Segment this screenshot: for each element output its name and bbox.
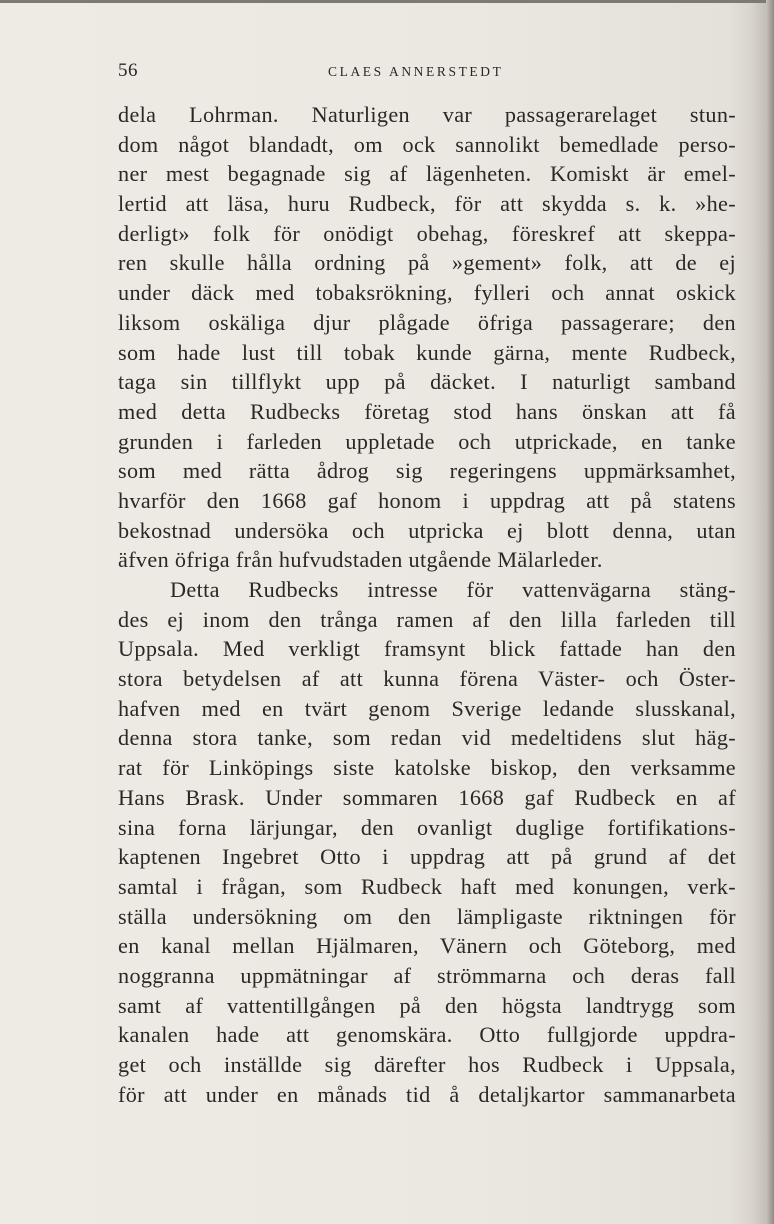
text-line: en kanal mellan Hjälmaren, Vänern och Göteborg, med [118, 933, 736, 959]
text-line: stora betydelsen af att kunna förena Väster- och Öster- [118, 666, 736, 692]
text-line: derligt» folk för onödigt obehag, föreskref att skeppa- [118, 220, 736, 246]
text-line: ren skulle hålla ordning på »gement» folk, att de ej [118, 250, 736, 276]
text-line: taga sin tillflykt upp på däcket. I naturligt samband [118, 369, 736, 395]
text-line: ner mest begagnade sig af lägenheten. Komiskt är emel- [118, 161, 736, 187]
text-line: des ej inom den trånga ramen af den lilla farleden till [118, 606, 736, 632]
text-line: som hade lust till tobak kunde gärna, mente Rudbeck, [118, 339, 736, 365]
text-line: hvarför den 1668 gaf honom i uppdrag att på statens [118, 487, 736, 513]
page-number: 56 [118, 60, 138, 81]
text-line: kaptenen Ingebret Otto i uppdrag att på grund af det [118, 844, 736, 870]
text-line: grunden i farleden uppletade och utprickade, en tanke [118, 428, 736, 454]
text-line: dela Lohrman. Naturligen var passagerarelaget stun- [118, 102, 736, 127]
text-line: Hans Brask. Under sommaren 1668 gaf Rudbeck en af [118, 784, 736, 810]
text-line: samtal i frågan, som Rudbeck haft med konungen, verk- [118, 873, 736, 899]
text-line: under däck med tobaksrökning, fylleri och annat oskick [118, 280, 736, 306]
text-line: liksom oskäliga djur plågade öfriga passagerare; den [118, 309, 736, 335]
text-line: som med rätta ådrog sig regeringens uppmärksamhet, [118, 458, 736, 484]
page-top-edge [0, 0, 774, 3]
page-header [118, 58, 736, 88]
text-line: lertid att läsa, huru Rudbeck, för att skydda s. k. »he- [118, 191, 736, 217]
text-line: kanalen hade att genomskära. Otto fullgjorde uppdra- [118, 1022, 736, 1048]
text-line: med detta Rudbecks företag stod hans önskan att få [118, 398, 736, 424]
text-line: denna stora tanke, som redan vid medeltidens slut häg- [118, 725, 736, 751]
text-line: bekostnad undersöka och utpricka ej blott denna, utan [118, 517, 736, 543]
text-line: hafven med en tvärt genom Sverige ledande slusskanal, [118, 695, 736, 721]
text-line: ställa undersökning om den lämpligaste riktningen för [118, 903, 736, 929]
text-line: samt af vattentillgången på den högsta landtrygg som [118, 992, 736, 1018]
running-head: CLAES ANNERSTEDT [328, 64, 504, 79]
text-line: sina forna lärjungar, den ovanligt duglige fortifikations- [118, 814, 736, 840]
text-line-paragraph-start: Detta Rudbecks intresse för vattenvägarna stäng- [170, 577, 736, 602]
text-line: noggranna uppmätningar af strömmarna och deras fall [118, 962, 736, 988]
text-line: rat för Linköpings siste katolske biskop, den verksamme [118, 755, 736, 781]
text-line-paragraph-end: äfven öfriga från hufvudstaden utgående Mälarleder. [118, 547, 603, 573]
text-line: Uppsala. Med verkligt framsynt blick fattade han den [118, 636, 736, 662]
text-line: dom något blandadt, om ock sannolikt bemedlade perso- [118, 131, 736, 157]
text-line: för att under en månads tid å detaljkartor sammanarbeta [118, 1081, 736, 1107]
text-line: get och inställde sig därefter hos Rudbeck i Uppsala, [118, 1052, 736, 1077]
page-right-edge [766, 0, 774, 1224]
body-text [118, 100, 736, 1109]
